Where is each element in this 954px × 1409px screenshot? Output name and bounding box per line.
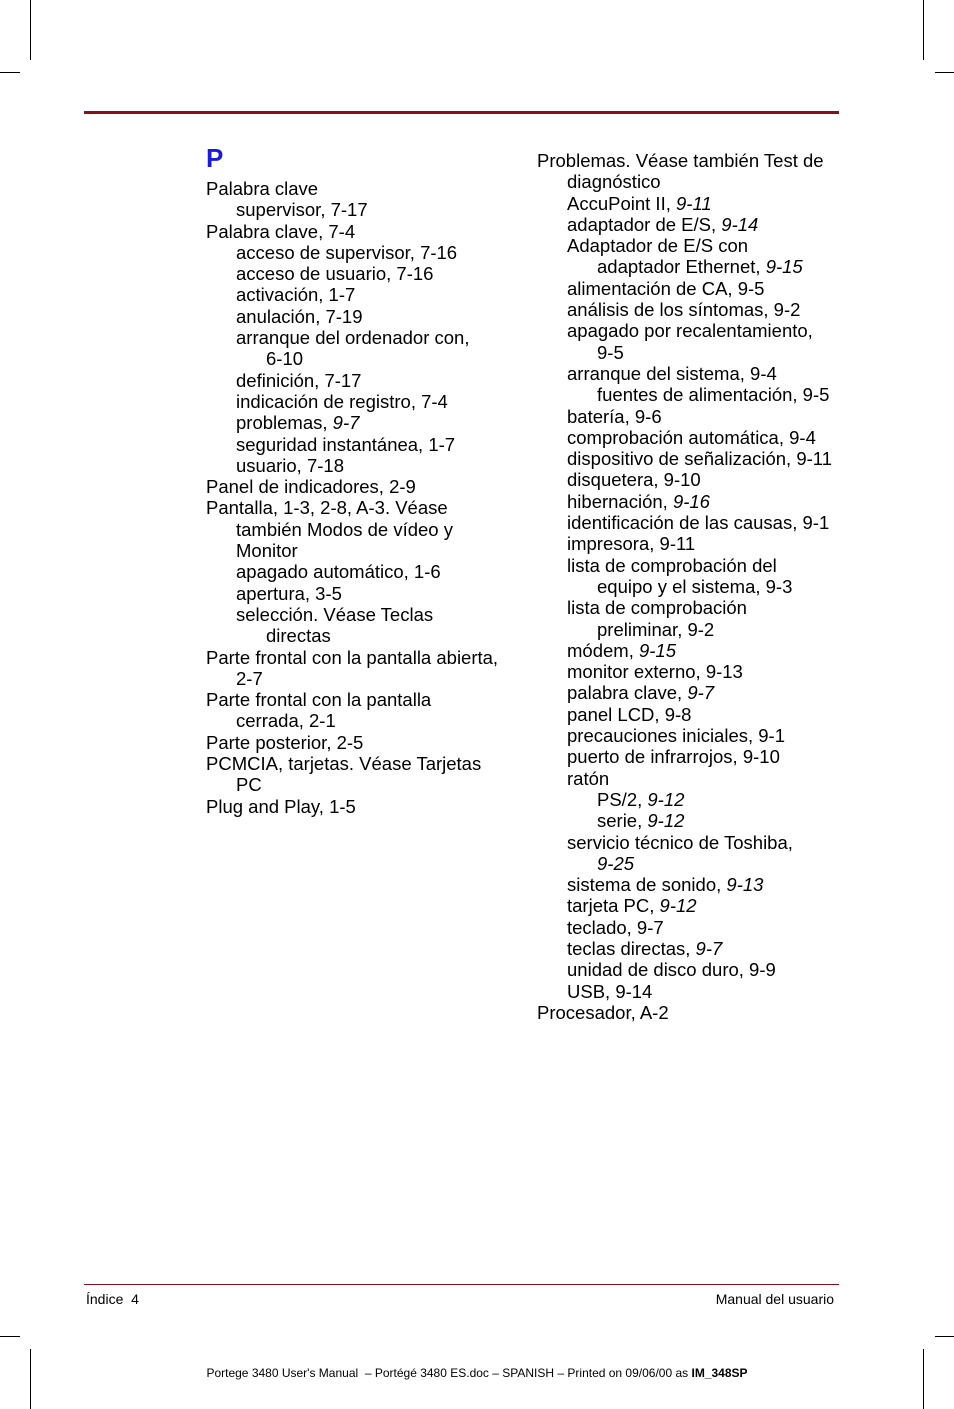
index-entry bbox=[537, 533, 832, 554]
index-entry bbox=[537, 363, 832, 384]
index-entry-page-ref: 9-7 bbox=[695, 937, 723, 959]
index-entry bbox=[537, 981, 832, 1002]
index-entry-text: Pantalla, 1-3, 2-8, A-3. Véase bbox=[206, 497, 448, 519]
crop-mark bbox=[935, 1336, 954, 1337]
index-entry-text: selección. Véase Teclas bbox=[236, 603, 434, 625]
index-entry-page-ref: 9-15 bbox=[638, 639, 676, 661]
index-entry-text: acceso de usuario, 7-16 bbox=[236, 263, 434, 285]
index-entry-text: servicio técnico de Toshiba, bbox=[567, 831, 793, 853]
index-entry-text: Parte posterior, 2-5 bbox=[206, 731, 364, 753]
index-entry bbox=[537, 193, 832, 214]
index-entry-text: apagado automático, 1-6 bbox=[236, 561, 441, 583]
index-entry-text: módem, bbox=[567, 639, 639, 661]
index-entry-text: lista de comprobación del bbox=[567, 554, 777, 576]
index-entry-text: puerto de infrarrojos, 9-10 bbox=[567, 746, 780, 768]
index-entry bbox=[206, 774, 498, 795]
index-entry bbox=[537, 1002, 832, 1023]
index-entry-text: serie, bbox=[597, 810, 648, 832]
index-entry bbox=[206, 519, 498, 540]
index-entry-page-ref: 9-12 bbox=[647, 810, 685, 832]
index-entry bbox=[537, 235, 832, 256]
index-entry-text: también Modos de vídeo y bbox=[236, 518, 453, 540]
index-entry bbox=[206, 625, 498, 646]
index-entry bbox=[206, 434, 498, 455]
index-entry-page-ref: 9-13 bbox=[726, 874, 764, 896]
index-entry bbox=[537, 256, 832, 277]
index-entry-text: PC bbox=[236, 774, 262, 796]
index-entry-text: teclas directas, bbox=[567, 937, 696, 959]
footer-page-label: Índice 4 bbox=[86, 1291, 139, 1307]
index-entry-text: Palabra clave, 7-4 bbox=[206, 220, 356, 242]
index-entry-text: 2-7 bbox=[236, 667, 263, 689]
index-entry bbox=[537, 768, 832, 789]
index-entry-text: dispositivo de señalización, 9-11 bbox=[567, 448, 832, 470]
index-entry bbox=[206, 732, 498, 753]
index-entry bbox=[537, 619, 832, 640]
index-entry bbox=[206, 647, 498, 668]
index-entry bbox=[206, 668, 498, 689]
crop-mark bbox=[935, 72, 954, 73]
index-entry bbox=[206, 242, 498, 263]
index-column-left bbox=[206, 178, 498, 817]
index-entry-text: lista de comprobación bbox=[567, 597, 747, 619]
index-entry bbox=[206, 476, 498, 497]
index-entry-page-ref: 9-12 bbox=[647, 788, 685, 810]
index-entry bbox=[206, 604, 498, 625]
index-entry bbox=[537, 491, 832, 512]
index-entry bbox=[206, 327, 498, 348]
index-entry-text: monitor externo, 9-13 bbox=[567, 661, 743, 683]
index-entry-text: activación, 1-7 bbox=[236, 284, 356, 306]
index-entry-text: 6-10 bbox=[266, 348, 304, 370]
index-entry-page-ref: 9-7 bbox=[687, 682, 715, 704]
crop-mark bbox=[923, 0, 924, 60]
index-entry bbox=[206, 710, 498, 731]
index-entry-page-ref: 9-12 bbox=[659, 895, 697, 917]
index-entry-text: alimentación de CA, 9-5 bbox=[567, 277, 765, 299]
index-entry-text: acceso de supervisor, 7-16 bbox=[236, 241, 458, 263]
index-entry-text: Problemas. Véase también Test de bbox=[537, 150, 824, 171]
index-entry bbox=[537, 682, 832, 703]
index-column-right bbox=[537, 150, 832, 1023]
index-entry-text: precauciones iniciales, 9-1 bbox=[567, 725, 786, 747]
index-entry-page-ref: 9-25 bbox=[597, 852, 635, 874]
index-entry-text: apertura, 3-5 bbox=[236, 582, 342, 604]
index-entry-text: impresora, 9-11 bbox=[567, 533, 696, 555]
index-entry-text: adaptador de E/S, bbox=[567, 213, 722, 235]
index-entry-text: USB, 9-14 bbox=[567, 980, 653, 1002]
index-entry-text: sistema de sonido, bbox=[567, 874, 727, 896]
index-entry bbox=[537, 853, 832, 874]
index-entry bbox=[537, 299, 832, 320]
print-info-code: IM_348SP bbox=[691, 1366, 748, 1380]
footer-rule bbox=[84, 1284, 839, 1285]
index-entry-text: PS/2, bbox=[597, 788, 648, 810]
index-entry bbox=[206, 689, 498, 710]
index-entry-text: batería, 9-6 bbox=[567, 405, 662, 427]
index-entry-text: Panel de indicadores, 2-9 bbox=[206, 476, 416, 498]
index-entry bbox=[206, 348, 498, 369]
index-entry bbox=[206, 199, 498, 220]
index-entry-text: arranque del sistema, 9-4 bbox=[567, 362, 777, 384]
index-entry bbox=[537, 342, 832, 363]
index-entry-text: adaptador Ethernet, bbox=[597, 256, 766, 278]
index-entry bbox=[537, 874, 832, 895]
index-entry-text: Plug and Play, 1-5 bbox=[206, 795, 356, 817]
index-entry-page-ref: 9-11 bbox=[676, 192, 712, 214]
index-entry bbox=[537, 810, 832, 831]
index-entry bbox=[537, 448, 832, 469]
index-entry bbox=[206, 497, 498, 518]
index-entry bbox=[537, 171, 832, 192]
index-entry-text: palabra clave, bbox=[567, 682, 688, 704]
index-entry-text: Monitor bbox=[236, 540, 298, 562]
index-entry-text: identificación de las causas, 9-1 bbox=[567, 512, 830, 534]
index-entry bbox=[537, 938, 832, 959]
index-entry-page-ref: 9-14 bbox=[721, 213, 759, 235]
index-entry bbox=[206, 455, 498, 476]
index-entry-text: usuario, 7-18 bbox=[236, 454, 344, 476]
index-entry bbox=[537, 427, 832, 448]
index-entry bbox=[537, 832, 832, 853]
index-entry bbox=[537, 214, 832, 235]
index-entry-page-ref: 9-16 bbox=[672, 490, 710, 512]
section-letter: P bbox=[206, 143, 224, 173]
index-entry bbox=[537, 555, 832, 576]
index-entry bbox=[206, 561, 498, 582]
index-entry bbox=[537, 469, 832, 490]
index-entry bbox=[537, 512, 832, 533]
footer-manual-title: Manual del usuario bbox=[715, 1291, 834, 1307]
index-entry-text: apagado por recalentamiento, bbox=[567, 320, 813, 342]
index-entry bbox=[537, 789, 832, 810]
header-rule bbox=[84, 111, 839, 114]
index-entry-text: ratón bbox=[567, 767, 610, 789]
index-entry-text: directas bbox=[266, 625, 331, 647]
index-entry bbox=[537, 278, 832, 299]
index-entry-text: Parte frontal con la pantalla bbox=[206, 689, 432, 711]
index-entry-page-ref: 9-15 bbox=[765, 256, 803, 278]
index-entry bbox=[206, 221, 498, 242]
index-entry-text: diagnóstico bbox=[567, 171, 661, 193]
index-entry-text: Parte frontal con la pantalla abierta, bbox=[206, 646, 499, 668]
crop-mark bbox=[30, 0, 31, 60]
index-entry-text: Palabra clave bbox=[206, 178, 319, 199]
index-entry bbox=[537, 406, 832, 427]
index-entry-text: análisis de los síntomas, 9-2 bbox=[567, 299, 801, 321]
index-entry bbox=[206, 583, 498, 604]
index-entry-text: definición, 7-17 bbox=[236, 369, 362, 391]
index-entry bbox=[537, 725, 832, 746]
index-entry bbox=[537, 384, 832, 405]
print-info-line bbox=[0, 1366, 954, 1380]
index-entry-text: disquetera, 9-10 bbox=[567, 469, 701, 491]
index-entry bbox=[206, 796, 498, 817]
index-entry bbox=[206, 391, 498, 412]
index-entry-page-ref: 9-7 bbox=[332, 412, 360, 434]
index-entry bbox=[206, 284, 498, 305]
index-entry-text: hibernación, bbox=[567, 490, 673, 512]
index-entry bbox=[537, 959, 832, 980]
index-entry-text: equipo y el sistema, 9-3 bbox=[597, 575, 793, 597]
index-entry bbox=[206, 540, 498, 561]
index-entry bbox=[537, 576, 832, 597]
index-entry bbox=[206, 370, 498, 391]
index-entry-text: tarjeta PC, bbox=[567, 895, 660, 917]
index-entry bbox=[206, 263, 498, 284]
index-entry-text: problemas, bbox=[236, 412, 333, 434]
index-entry-text: unidad de disco duro, 9-9 bbox=[567, 959, 776, 981]
index-entry-text: Adaptador de E/S con bbox=[567, 235, 749, 257]
index-entry bbox=[537, 150, 832, 171]
index-entry-text: comprobación automática, 9-4 bbox=[567, 426, 816, 448]
print-info-text: Portege 3480 User's Manual – Portégé 3480 ES.doc – SPANISH – Printed on 09/06/00 as bbox=[206, 1366, 692, 1380]
index-entry bbox=[537, 895, 832, 916]
index-entry-text: teclado, 9-7 bbox=[567, 916, 664, 938]
index-entry-text: supervisor, 7-17 bbox=[236, 199, 368, 221]
index-entry bbox=[206, 753, 498, 774]
index-entry bbox=[537, 597, 832, 618]
index-entry bbox=[537, 661, 832, 682]
index-entry-text: anulación, 7-19 bbox=[236, 305, 363, 327]
index-entry bbox=[537, 704, 832, 725]
index-entry bbox=[537, 746, 832, 767]
index-entry bbox=[537, 640, 832, 661]
index-entry-text: indicación de registro, 7-4 bbox=[236, 390, 448, 412]
index-entry-text: cerrada, 2-1 bbox=[236, 710, 336, 732]
index-entry-text: Procesador, A-2 bbox=[537, 1001, 669, 1023]
index-entry-text: arranque del ordenador con, bbox=[236, 327, 470, 349]
crop-mark bbox=[0, 1336, 20, 1337]
index-entry-text: PCMCIA, tarjetas. Véase Tarjetas bbox=[206, 753, 482, 775]
index-entry bbox=[537, 917, 832, 938]
index-entry-text: seguridad instantánea, 1-7 bbox=[236, 433, 456, 455]
index-entry bbox=[206, 178, 498, 199]
crop-mark bbox=[0, 72, 20, 73]
index-entry bbox=[206, 412, 498, 433]
index-entry-text: AccuPoint II, bbox=[567, 192, 676, 214]
index-entry bbox=[537, 320, 832, 341]
index-entry-text: 9-5 bbox=[597, 341, 624, 363]
index-entry-text: fuentes de alimentación, 9-5 bbox=[597, 384, 830, 406]
index-entry-text: panel LCD, 9-8 bbox=[567, 703, 692, 725]
index-entry bbox=[206, 306, 498, 327]
index-entry-text: preliminar, 9-2 bbox=[597, 618, 715, 640]
